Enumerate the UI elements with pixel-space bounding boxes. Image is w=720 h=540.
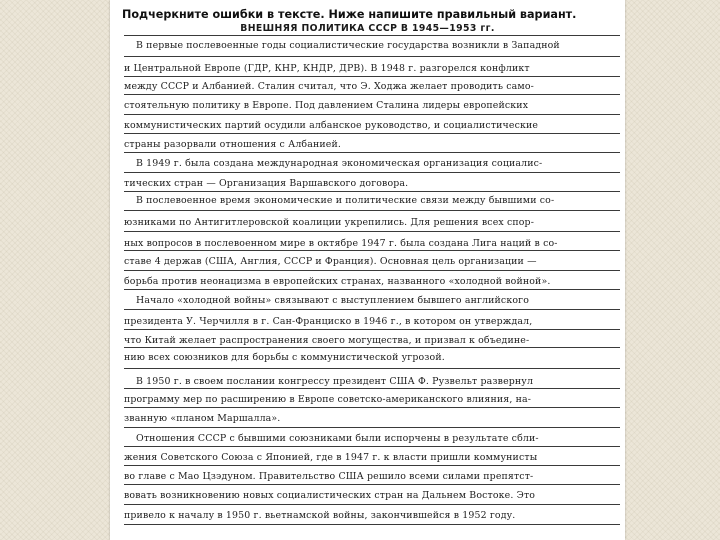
answer-line[interactable] — [124, 347, 620, 348]
answer-line[interactable] — [124, 388, 620, 389]
answer-line[interactable] — [124, 210, 620, 211]
answer-line[interactable] — [124, 524, 620, 525]
text-line: ставе 4 держав (США, Англия, СССР и Франция). Основная цель организации — — [124, 256, 537, 267]
text-line: коммунистических партий осудили албанское руководство, и социалистические — [124, 120, 539, 131]
answer-line[interactable] — [124, 484, 620, 485]
text-line: В 1949 г. была создана международная экономическая организация социалис- — [136, 158, 543, 169]
answer-line[interactable] — [124, 427, 620, 428]
text-line: В первые послевоенные годы социалистические государства возникли в Западной — [136, 40, 560, 51]
text-line: борьба против неонацизма в европейских странах, названного «холодной войной». — [124, 276, 551, 287]
answer-line[interactable] — [124, 446, 620, 447]
answer-line[interactable] — [124, 56, 620, 57]
answer-line[interactable] — [124, 231, 620, 232]
answer-line[interactable] — [124, 133, 620, 134]
answer-line[interactable] — [124, 152, 620, 153]
text-line: стоятельную политику в Европе. Под давлением Сталина лидеры европейских — [124, 100, 529, 111]
answer-line[interactable] — [124, 368, 620, 369]
answer-line[interactable] — [124, 191, 620, 192]
text-line: во главе с Мао Цзэдуном. Правительство США решило всеми силами препятст- — [124, 471, 534, 482]
answer-line[interactable] — [124, 114, 620, 115]
text-line: тических стран — Организация Варшавского договора. — [124, 178, 409, 189]
answer-line[interactable] — [124, 504, 620, 505]
text-line: Начало «холодной войны» связывают с выступлением бывшего английского — [136, 295, 529, 306]
answer-line[interactable] — [124, 465, 620, 466]
answer-line[interactable] — [124, 309, 620, 310]
text-line: привело к началу в 1950 г. вьетнамской войны, закончившейся в 1952 году. — [124, 510, 516, 521]
answer-line[interactable] — [124, 407, 620, 408]
answer-line[interactable] — [124, 76, 620, 77]
text-line: жения Советского Союза с Японией, где в 1947 г. к власти пришли коммунисты — [124, 452, 538, 463]
answer-line[interactable] — [124, 250, 620, 251]
text-line: званную «планом Маршалла». — [124, 413, 281, 424]
answer-line[interactable] — [124, 94, 620, 95]
text-title: ВНЕШНЯЯ ПОЛИТИКА СССР В 1945—1953 гг. — [240, 23, 495, 34]
answer-line[interactable] — [124, 289, 620, 290]
text-line: страны разорвали отношения с Албанией. — [124, 139, 341, 150]
answer-line[interactable] — [124, 270, 620, 271]
text-line: В 1950 г. в своем послании конгрессу президент США Ф. Рузвельт развернул — [136, 376, 534, 387]
answer-line[interactable] — [124, 329, 620, 330]
text-line: что Китай желает распространения своего могущества, и призвал к объедине- — [124, 335, 530, 346]
worksheet-page — [110, 0, 625, 540]
text-line: программу мер по расширению в Европе советско-американского влияния, на- — [124, 394, 532, 405]
text-line: нию всех союзников для борьбы с коммунистической угрозой. — [124, 352, 445, 363]
text-line: ных вопросов в послевоенном мире в октябре 1947 г. была создана Лига наций в со- — [124, 238, 558, 249]
text-line: юзниками по Антигитлеровской коалиции укрепились. Для решения всех спор- — [124, 217, 535, 228]
answer-line[interactable] — [124, 35, 620, 36]
text-line: между СССР и Албанией. Сталин считал, что Э. Ходжа желает проводить само- — [124, 81, 534, 92]
text-line: В послевоенное время экономические и политические связи между бывшими со- — [136, 195, 555, 206]
text-line: вовать возникновению новых социалистических стран на Дальнем Востоке. Это — [124, 490, 536, 501]
text-line: и Центральной Европе (ГДР, КНР, КНДР, ДРВ). В 1948 г. разгорелся конфликт — [124, 63, 530, 74]
answer-line[interactable] — [124, 172, 620, 173]
text-line: президента У. Черчилля в г. Сан-Франциско в 1946 г., в котором он утверждал, — [124, 316, 533, 327]
task-heading: Подчеркните ошибки в тексте. Ниже напишите правильный вариант. — [122, 8, 577, 21]
text-line: Отношения СССР с бывшими союзниками были испорчены в результате сбли- — [136, 433, 539, 444]
